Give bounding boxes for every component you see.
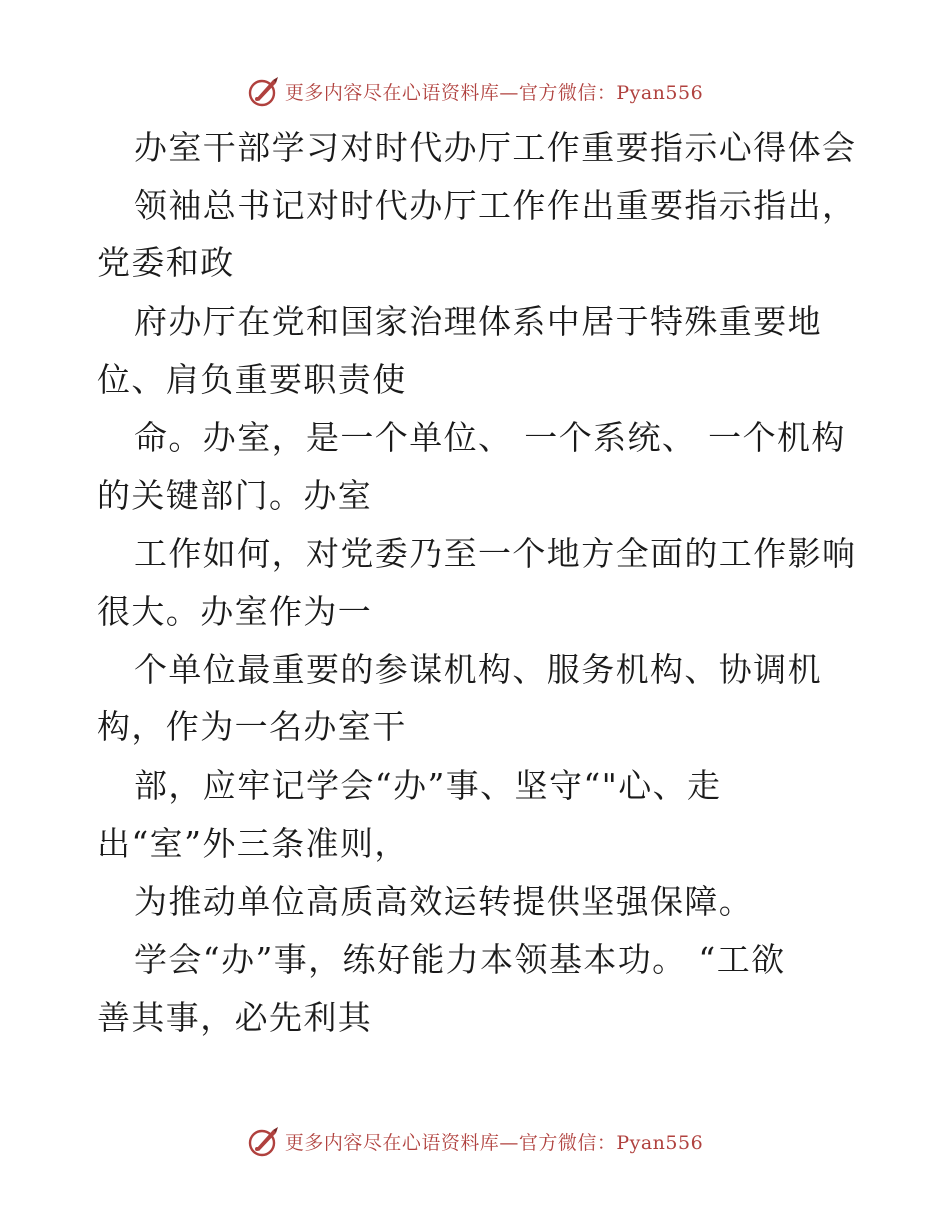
text-line: 工作如何，对党委乃至一个地方全面的工作影响: [134, 534, 857, 573]
text-line: 出“室”外三条准则，: [97, 824, 409, 863]
text-line: 学会“办”事，练好能力本领基本功。 “工欲: [134, 940, 786, 979]
text-line: 命。办室，是一个单位、 一个系统、 一个机构: [134, 418, 846, 457]
document-title: 办室干部学习对时代办厅工作重要指示心得体会: [134, 128, 857, 167]
text-line: 为推动单位高质高效运转提供坚强保障。: [134, 882, 754, 921]
header-banner-text: 更多内容尽在心语资料库—官方微信：Pyan556: [284, 81, 704, 104]
text-line: 领袖总书记对时代办厅工作作出重要指示指出，: [134, 186, 857, 225]
text-line: 党委和政: [97, 243, 235, 282]
text-line: 的关键部门。办室: [97, 476, 373, 515]
text-line: 府办厅在党和国家治理体系中居于特殊重要地: [134, 302, 822, 341]
text-line: 位、肩负重要职责使: [97, 360, 407, 399]
footer-banner: [0, 1121, 950, 1161]
text-line: 构，作为一名办室干: [97, 707, 407, 746]
text-line: 很大。办室作为一: [97, 592, 373, 631]
text-line: 个单位最重要的参谋机构、服务机构、协调机: [134, 650, 822, 689]
header-banner: [0, 71, 950, 111]
text-line: 善其事，必先利其: [97, 998, 373, 1037]
footer-banner-text: 更多内容尽在心语资料库—官方微信：Pyan556: [284, 1131, 704, 1154]
text-line: 部，应牢记学会“办”事、坚守“"心、走: [134, 766, 722, 805]
quill-pen-logo-icon: [247, 1124, 281, 1158]
quill-pen-logo-icon: [247, 74, 281, 108]
